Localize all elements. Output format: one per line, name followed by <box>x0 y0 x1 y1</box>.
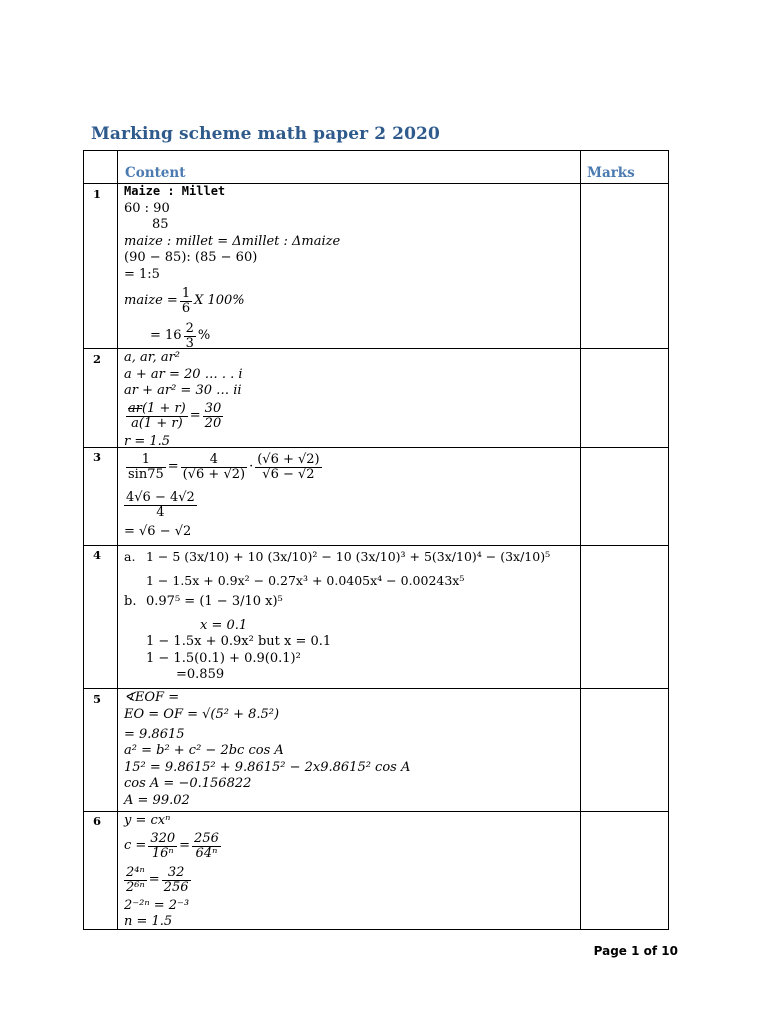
percentage-result: = 16 $\frac{2}{3}$ % <box>150 320 211 351</box>
substitution-line: 1 − 1.5x + 0.9x² but x = 0.1 <box>146 634 332 649</box>
fraction: $\frac{\text{2⁴ⁿ}}{\text{2⁶ⁿ}}$ <box>126 865 145 895</box>
gp-terms: a, ar, ar² <box>124 350 180 365</box>
mixture-value: 85 <box>152 217 169 232</box>
row-divider <box>84 688 668 689</box>
fraction: $\frac{256}{\text{64ⁿ}}$ <box>194 831 219 861</box>
expansion-result: 1 − 1.5x + 0.9x² − 0.27x³ + 0.0405x⁴ − 0.00243x⁵ <box>146 573 465 588</box>
percentage-step: maize = $\frac{1}{6}$ X 100% <box>124 285 245 316</box>
cosine-rule: a² = b² + c² − 2bc cos A <box>124 743 284 758</box>
question-number: 5 <box>93 692 102 706</box>
fraction: $\frac{(√6 + √2)}{√6 - √2}$ <box>257 451 320 482</box>
question-number: 2 <box>93 352 102 366</box>
marks-header: Marks <box>587 165 635 181</box>
ratio-result: = 1:5 <box>124 266 160 282</box>
fraction: $\frac{30}{20}$ <box>204 401 222 431</box>
marking-table <box>83 150 669 930</box>
page-title: Marking scheme math paper 2 2020 <box>91 124 440 144</box>
length-value: = 9.8615 <box>124 726 185 742</box>
final-answer: = √6 − √2 <box>124 524 192 539</box>
question-5-content <box>124 690 574 809</box>
question-number: 3 <box>93 450 102 464</box>
question-4-content <box>124 549 574 684</box>
ratio-answer: r = 1.5 <box>124 433 171 449</box>
fraction: $\frac{4}{(√6 + √2)}$ <box>182 451 246 482</box>
question-number: 6 <box>93 814 102 828</box>
part-b-line: b. 0.97⁵ = (1 − 3/10 x)⁵ <box>124 593 283 609</box>
constant-equation: c = $\frac{320}{\text{16ⁿ}}$ = $\frac{256}{\text{64ⁿ}}$ <box>124 831 219 861</box>
ratio-rule: maize : millet = Δmillet : Δmaize <box>124 233 341 249</box>
ratio-differences: (90 − 85): (85 − 60) <box>124 250 258 265</box>
ratio-labels: Maize : Millet <box>124 184 226 198</box>
equation-i: a + ar = 20 … . . i <box>124 366 243 382</box>
approximation-answer: =0.859 <box>176 667 225 682</box>
fraction: $\frac{ar(1 + r)}{a(1 + r)}$ <box>128 401 186 431</box>
cosine-substitution: 15² = 9.8615² + 9.8615² − 2x9.8615² cos A <box>124 759 411 775</box>
angle-label: ∢EOF = <box>124 690 180 705</box>
question-6-content <box>124 813 574 931</box>
x-value: x = 0.1 <box>200 617 248 633</box>
column-divider <box>580 151 581 929</box>
n-answer: n = 1.5 <box>124 914 173 929</box>
row-divider <box>84 545 668 546</box>
fraction: $\frac{320}{\text{16ⁿ}}$ <box>150 831 176 861</box>
content-header: Content <box>125 165 186 181</box>
power-law: y = cxⁿ <box>124 813 171 828</box>
question-1-content <box>124 184 574 353</box>
simplify-step <box>124 486 574 524</box>
exponent-equation: $\frac{\text{2⁴ⁿ}}{\text{2⁶ⁿ}}$ = $\frac{32}{256}$ <box>126 865 189 895</box>
expansion-line: a. 1 − 5 (3x/10) + 10 (3x/10)² − 10 (3x/10)³ + 5(3x/10)⁴ − (3x/10)⁵ <box>124 549 551 564</box>
rationalise-step: $\frac{1}{\sin 75}$ = $\frac{4}{(√6 + √2)}$ · $\frac{(√6 + √2)}{√6 - √2}$ <box>128 451 320 482</box>
division-step: $\frac{ar(1 + r)}{a(1 + r)}$ = $\frac{30}{20}$ <box>128 401 222 431</box>
question-3-content <box>124 448 574 541</box>
fraction: $\frac{2}{3}$ <box>185 320 194 351</box>
page-number: Page 1 of 10 <box>593 944 678 958</box>
length-formula: EO = OF = √(5² + 8.5²) <box>124 706 280 722</box>
column-divider <box>117 151 118 929</box>
angle-answer: A = 99.02 <box>124 792 190 808</box>
equation-ii: ar + ar² = 30 … ii <box>124 383 242 398</box>
row-divider <box>84 811 668 812</box>
question-number: 4 <box>93 548 102 562</box>
question-2-content <box>124 350 574 450</box>
fraction: $\frac{1}{6}$ <box>181 285 191 316</box>
cosine-value: cos A = −0.156822 <box>124 776 252 791</box>
question-number: 1 <box>93 187 102 201</box>
substitution-values: 1 − 1.5(0.1) + 0.9(0.1)² <box>146 650 301 666</box>
fraction: $\frac{4√6 - 4√2}{4}$ <box>126 489 195 520</box>
fraction: $\frac{1}{\sin 75}$ <box>128 451 164 482</box>
fraction: $\frac{32}{256}$ <box>163 865 189 895</box>
power-equation: 2⁻²ⁿ = 2⁻³ <box>124 897 190 913</box>
ratio-values: 60 : 90 <box>124 200 170 216</box>
